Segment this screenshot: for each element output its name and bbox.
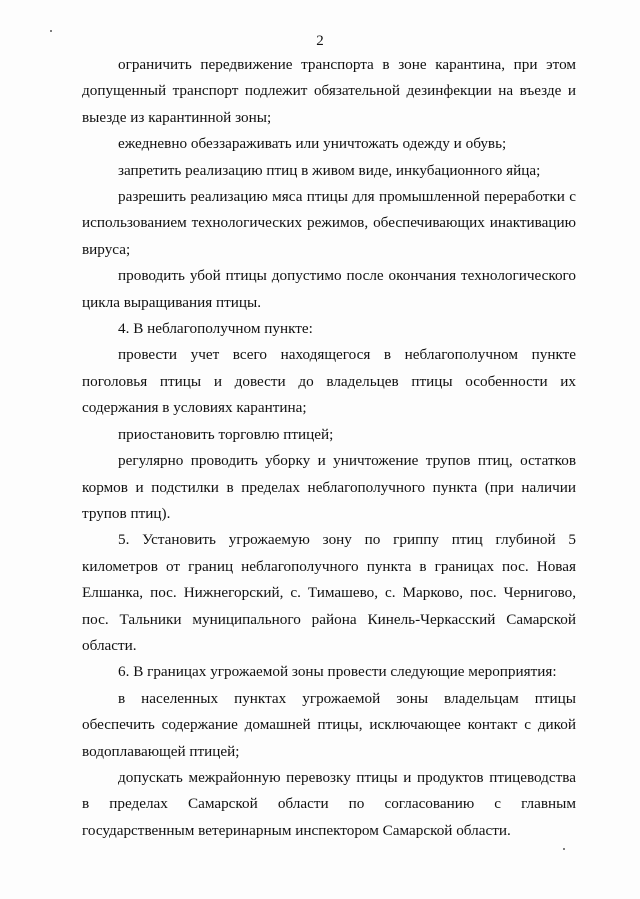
- document-body: [82, 52, 576, 844]
- paragraph: запретить реализацию птиц в живом виде, инкубационного яйца;: [118, 161, 541, 179]
- paragraph: разрешить реализацию мяса птицы для промышленной переработки с использованием технологических режимов, обеспечивающих инактивацию вируса;: [82, 188, 576, 258]
- paragraph: регулярно проводить уборку и уничтожение трупов птиц, остатков кормов и подстилки в пределах неблагополучного пункта (при наличии трупов птиц).: [82, 452, 576, 522]
- page-number: 2: [316, 33, 324, 49]
- scan-speck: [50, 30, 52, 32]
- paragraph: приостановить торговлю птицей;: [118, 425, 334, 443]
- paragraph: допускать межрайонную перевозку птицы и продуктов птицеводства в пределах Самарской области по согласованию с главным государственным ветеринарным инспектором Самарской области.: [82, 768, 576, 839]
- paragraph: ежедневно обеззараживать или уничтожать одежду и обувь;: [118, 135, 507, 153]
- section-paragraph: 5. Установить угрожаемую зону по гриппу птиц глубиной 5 километров от границ неблагополучного пункта в границах пос. Новая Елшанка, пос. Нижнегорский, с. Тимашево, с. Марково, пос. Чернигово, пос. Тальники муниципального района Кинель-Черкасский Самарской области.: [82, 531, 576, 654]
- scan-speck: [563, 848, 565, 850]
- paragraph: ограничить передвижение транспорта в зоне карантина, при этом допущенный транспорт подлежит обязательной дезинфекции на въезде и выезде из карантинной зоны;: [82, 56, 576, 126]
- section-heading: 4. В неблагополучном пункте:: [118, 320, 313, 338]
- paragraph: проводить убой птицы допустимо после окончания технологического цикла выращивания птицы.: [82, 267, 576, 311]
- paragraph: в населенных пунктах угрожаемой зоны владельцам птицы обеспечить содержание домашней птицы, исключающее контакт с дикой водоплавающей птицей;: [82, 689, 576, 760]
- paragraph: провести учет всего находящегося в неблагополучном пункте поголовья птицы и довести до владельцев птицы особенности их содержания в условиях карантина;: [82, 346, 576, 417]
- section-heading: 6. В границах угрожаемой зоны провести следующие мероприятия:: [118, 663, 557, 681]
